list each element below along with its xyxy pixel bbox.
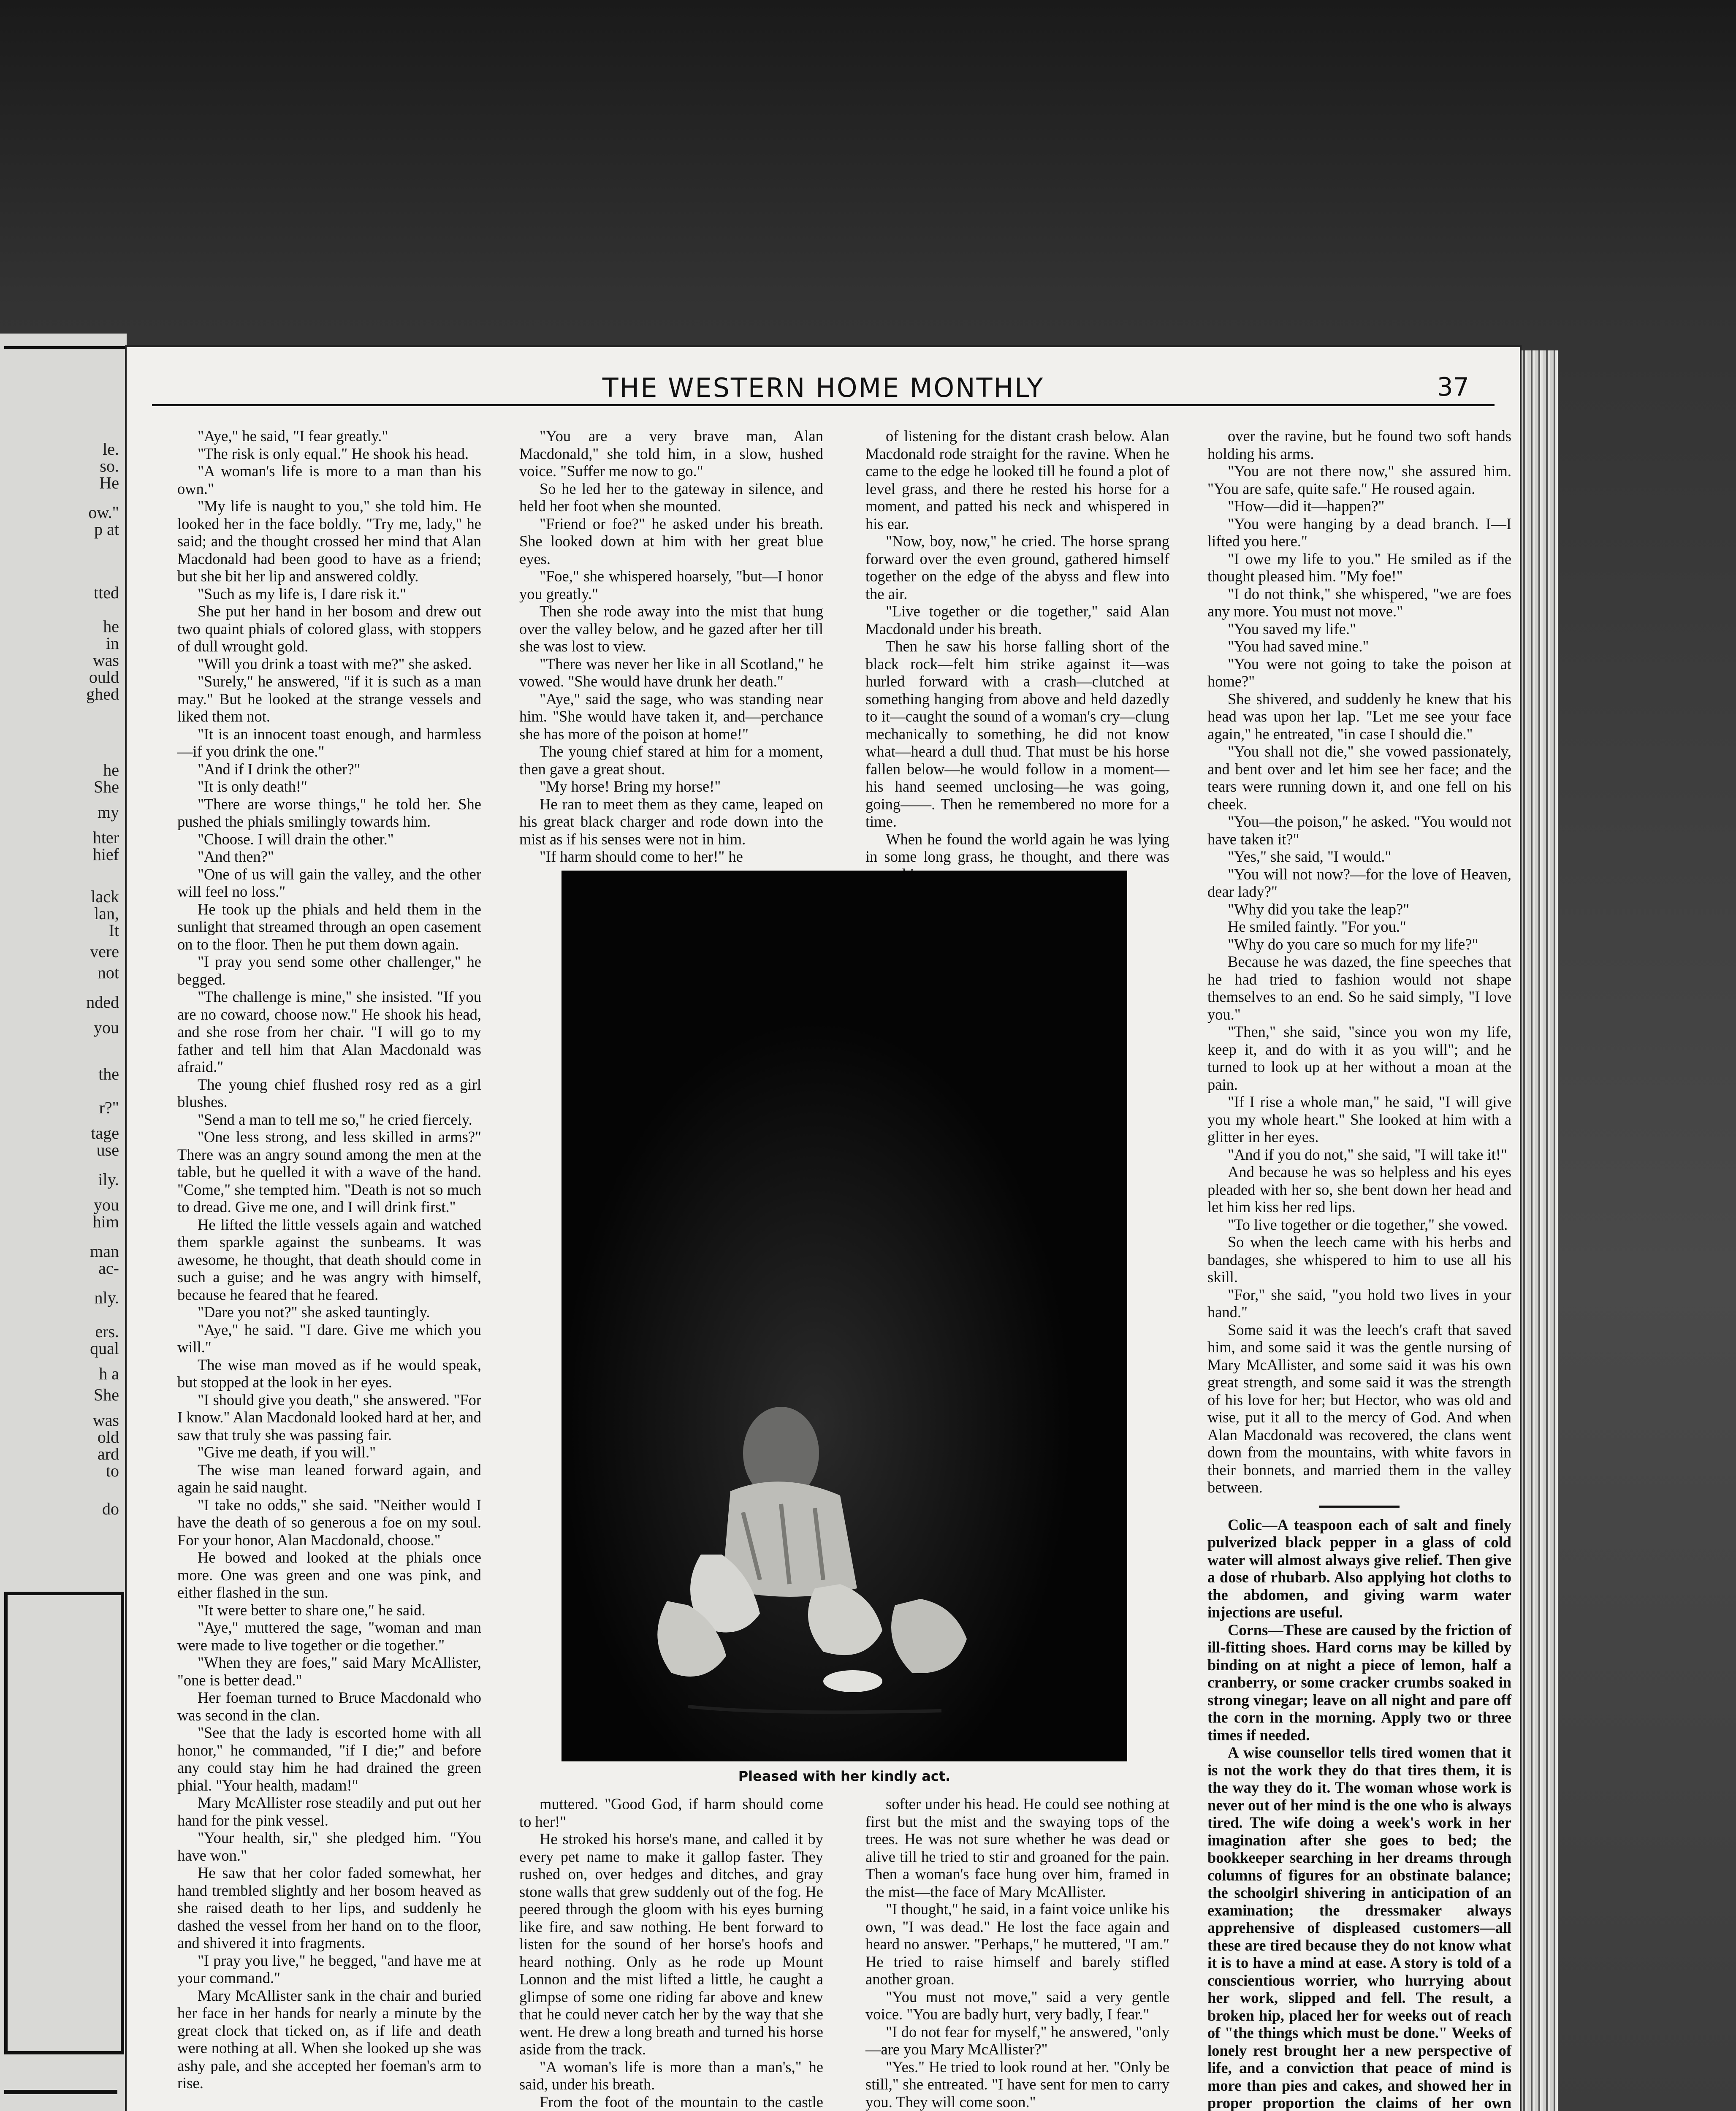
paragraph: "Now, boy, now," he cried. The horse sprang forward over the even ground, gathered himself together on the edge of the abyss and flew into the air.: [865, 532, 1169, 602]
paragraph: And because he was so helpless and his eyes pleaded with her so, she bent down her head and let him kiss her red lips.: [1207, 1163, 1511, 1216]
column-4: [1207, 427, 1511, 2111]
previous-page-word: h a: [99, 1364, 119, 1383]
paragraph: Because he was dazed, the fine speeches that he had tried to fashion would not shape themselves to an end. So he said simply, "I love you.": [1207, 953, 1511, 1023]
paragraph: "It is only death!": [198, 778, 307, 795]
paragraph: of listening for the distant crash below. Alan Macdonald rode straight for the ravine. When he came to the edge he looked till he found a plot of level grass, and there he rested his horse for a moment, and patted his neck and whispered in his ear.: [865, 427, 1169, 532]
paragraph: "Aye," muttered the sage, "woman and man were made to live together or die together.": [177, 1619, 481, 1654]
previous-page-word: he: [103, 617, 119, 636]
previous-page-word: ard: [97, 1444, 119, 1463]
paragraph: "I owe my life to you." He smiled as if the thought pleased him. "My foe!": [1207, 550, 1511, 585]
paragraph: Mary McAllister rose steadily and put out her hand for the pink vessel.: [177, 1794, 481, 1829]
paragraph: "One less strong, and less skilled in arms?" There was an angry sound among the men at the table, but he quelled it with a wave of the hand. "Come," she tempted him. "Death is not so much to dread. Give me one, and I will drink first.": [177, 1128, 481, 1216]
paragraph: "I thought," he said, in a faint voice unlike his own, "I was dead." He lost the face again and heard no answer. "Perhaps," he muttered, "I am." He tried to raise himself and barely stifled another groan.: [865, 1900, 1169, 1988]
paragraph: So when the leech came with his herbs and bandages, she whispered to him to use all his skill.: [1207, 1233, 1511, 1286]
previous-page-word: hter: [92, 828, 119, 847]
illustration-photo: [561, 871, 1127, 1761]
paragraph: "One of us will gain the valley, and the other will feel no loss.": [177, 865, 481, 900]
paragraph: "It is an innocent toast enough, and harmless—if you drink the one.": [177, 725, 481, 760]
paragraph: He smiled faintly. "For you.": [1228, 918, 1406, 935]
previous-page-word: lan,: [94, 904, 119, 923]
paragraph: She put her hand in her bosom and drew out two quaint phials of colored glass, with stoppers of dull wrought gold.: [177, 602, 481, 655]
previous-page-word: She: [94, 777, 119, 796]
paragraph: He ran to meet them as they came, leaped on his great black charger and rode down into the mist as if his senses were not in him.: [519, 795, 823, 848]
previous-page-word: lack: [91, 887, 119, 906]
column-2-top: [519, 427, 823, 865]
paragraph: He bowed and looked at the phials once more. One was green and one was pink, and either flashed in the sun.: [177, 1549, 481, 1601]
paragraph: He took up the phials and held them in the sunlight that streamed through an open casement on to the floor. Then he put them down again.: [177, 900, 481, 953]
paragraph: "And if I drink the other?": [198, 760, 361, 778]
paragraph: "The challenge is mine," she insisted. "If you are no coward, choose now." He shook his head, and she rose from her chair. "I will go to my father and tell him that Alan Macdonald was afraid.": [177, 988, 481, 1075]
paragraph: "Friend or foe?" he asked under his breath. She looked down at him with her great blue eyes.: [519, 515, 823, 567]
household-notes: [1207, 1516, 1511, 2111]
paragraph: The young chief flushed rosy red as a girl blushes.: [177, 1075, 481, 1110]
previous-page-word: he: [103, 760, 119, 779]
paragraph: "Will you drink a toast with me?" she asked.: [198, 655, 472, 673]
paragraph: "I do not think," she whispered, "we are foes any more. You must not move.": [1207, 585, 1511, 620]
column-3-top: [865, 427, 1169, 865]
page-number: 37: [1437, 372, 1469, 402]
paragraph: "You were not going to take the poison at home?": [1207, 655, 1511, 690]
previous-page-word: ers.: [95, 1322, 119, 1341]
child-with-puppies-image: [561, 871, 1127, 1761]
column-1: [177, 427, 481, 2111]
previous-page-word: man: [90, 1242, 119, 1261]
previous-page-word: you: [94, 1018, 119, 1037]
paragraph: "See that the lady is escorted home with all honor," he commanded, "if I die;" and before any could stay him he had drained the green phial. "Your health, madam!": [177, 1724, 481, 1794]
page-header: [127, 372, 1520, 406]
previous-page-word: r?": [99, 1098, 119, 1117]
paragraph: "You had saved mine.": [1228, 638, 1369, 655]
paragraph: softer under his head. He could see nothing at first but the mist and the swaying tops of the trees. He was not sure whether he was dead or alive till he tried to stir and groaned for the pain. Then a woman's face hung over him, framed in the mist—the face of Mary McAllister.: [865, 1795, 1169, 1900]
paragraph: "You saved my life.": [1228, 620, 1356, 638]
previous-page-word: p at: [94, 520, 119, 539]
paragraph: "You were hanging by a dead branch. I—I lifted you here.": [1207, 515, 1511, 550]
paragraph: "There was never her like in all Scotland," he vowed. "She would have drunk her death.": [519, 655, 823, 690]
previous-page-word: my: [97, 803, 119, 822]
previous-page-word: so.: [100, 456, 119, 475]
previous-page-box: [4, 1592, 124, 2054]
paragraph: Mary McAllister sank in the chair and buried her face in her hands for nearly a minute by the great clock that ticked on, as if life and death were nothing at all. When she looked up she was ashy pale, and she accepted her foeman's arm to rise.: [177, 1986, 481, 2092]
previous-page-word: ow.": [88, 503, 119, 522]
paragraph: "For," she said, "you hold two lives in your hand.": [1207, 1286, 1511, 1321]
paragraph: Then she rode away into the mist that hung over the valley below, and he gazed after her till she was lost to view.: [519, 602, 823, 655]
previous-page-word: was: [92, 651, 119, 670]
paragraph: "Surely," he answered, "if it is such as a man may." But he looked at the strange vessels and liked them not.: [177, 673, 481, 725]
masthead-title: THE WESTERN HOME MONTHLY: [602, 372, 1044, 403]
paragraph: When he found the world again he was lying in some long grass, he thought, and there was: [865, 830, 1169, 865]
paragraph: "You are a very brave man, Alan Macdonald," she told him, in a slow, hushed voice. "Suffer me now to go.": [519, 427, 823, 480]
paragraph: The young chief stared at him for a moment, then gave a great shout.: [519, 743, 823, 778]
previous-page-word: was: [92, 1411, 119, 1430]
paragraph: "When they are foes," said Mary McAllister, "one is better dead.": [177, 1654, 481, 1689]
paragraph: So he led her to the gateway in silence, and held her foot when she mounted.: [519, 480, 823, 515]
previous-page-word: ghed: [86, 684, 119, 703]
paragraph: "I do not fear for myself," he answered, "only—are you Mary McAllister?": [865, 2023, 1169, 2058]
paragraph: "Such as my life is, I dare risk it.": [198, 585, 407, 602]
previous-page-word: It: [108, 921, 119, 940]
previous-page-word: not: [97, 963, 119, 982]
paragraph: muttered. "Good God, if harm should come to her!": [519, 1795, 823, 1830]
paragraph: She shivered, and suddenly he knew that his head was upon her lap. "Let me see your face again," he entreated, "in case I should die.": [1207, 690, 1511, 743]
paragraph: "I take no odds," she said. "Neither would I have the death of so generous a foe on my soul. For your honor, Alan Macdonald, choose.": [177, 1496, 481, 1549]
previous-page-word: qual: [90, 1339, 119, 1358]
paragraph: "You are not there now," she assured him. "You are safe, quite safe." He roused again.: [1207, 462, 1511, 497]
paragraph: "How—did it—happen?": [1228, 497, 1385, 515]
previous-page-word: He: [99, 473, 119, 492]
story-conclusion: [1207, 427, 1511, 1496]
paragraph: "Why do you care so much for my life?": [1228, 935, 1478, 953]
previous-page-bar: [4, 2090, 117, 2094]
paragraph: He stroked his horse's mane, and called it by every pet name to make it gallop faster. They rushed on, over hedges and ditches, and gray stone walls that grew suddenly out of the fog. He peered through the gloom with his eyes burning like fire, and saw nothing. He bent forward to listen for the sound of her horse's hoofs and heard nothing. Only as he rode up Mount Lonnon and the mist lifted a little, he caught a glimpse of some one riding far above and knew that he could never catch her by the way that she went. He drew a long breath and turned his horse aside from the track.: [519, 1830, 823, 2058]
paragraph: "My horse! Bring my horse!": [540, 778, 721, 795]
paragraph: A wise counsellor tells tired women that it is not the work they do that tires them, it is the way they do it. The woman whose work is never out of her mind is the one who is always tired. The wife doing a week's work in her imagination after she goes to bed; the bookkeeper searching in her dreams through columns of figures for an obstinate balance; the schoolgirl shivering in anticipation of an examination; the dressmaker always apprehensive of displeased customers—all these are tired because they do not know what it is to have a mind at ease. A story is told of a conscientious worrier, who hurrying about her work, slipped and fell. The result, a broken hip, placed her for weeks out of reach of "the things which must be done." Weeks of lonely rest brought her a new perspective of life, and a conviction that peace of mind is more than pies and cakes, and showed her in proper proportion the claims of her own: [1207, 1744, 1511, 2111]
paragraph: "Send a man to tell me so," he cried fiercely.: [198, 1110, 472, 1128]
previous-page-rule: [4, 346, 127, 349]
paragraph: "You shall not die," she vowed passionately, and bent over and let him see her face; and the tears were running down it, and one fell on his cheek.: [1207, 743, 1511, 813]
paragraph: "You must not move," said a very gentle voice. "You are badly hurt, very badly, I fear.": [865, 1988, 1169, 2023]
paragraph: From the foot of the mountain to the castle: [540, 2093, 823, 2111]
paragraph: "My life is naught to you," she told him. He looked her in the face boldly. "Try me, lady," he said; and the thought crossed her mind that Alan Macdonald had been good to have as a friend; but she bit her lip and answered coldly.: [177, 497, 481, 585]
paragraph: "It were better to share one," he said.: [198, 1601, 426, 1619]
paragraph: "Your health, sir," she pledged him. "You have won.": [177, 1829, 481, 1864]
paragraph: "Choose. I will drain the other.": [198, 830, 394, 848]
paragraph: "You—the poison," he asked. "You would not have taken it?": [1207, 813, 1511, 848]
paragraph: "Dare you not?" she asked tauntingly.: [198, 1303, 430, 1321]
paragraph: "Give me death, if you will.": [198, 1444, 376, 1461]
paragraph: "The risk is only equal." He shook his head.: [198, 445, 469, 462]
paragraph: Then he saw his horse falling short of the black rock—felt him strike against it—was hurled forward with a crash—clutched at something hanging from above and held dazedly to it—caught the sound of a woman's cry—clung mechanically to something, he did not know what—heard a dull thud. That must be his horse fallen below—he would follow in a moment—his hand seemed unclosing—he was going, going——. Then he remembered no more for a time.: [865, 638, 1169, 830]
column-3-bottom: [865, 1795, 1169, 2111]
paragraph: "Live together or die together," said Alan Macdonald under his breath.: [865, 602, 1169, 638]
previous-page-word: le.: [103, 440, 119, 459]
paragraph: Colic—A teaspoon each of salt and finely pulverized black pepper in a glass of cold water will almost always give relief. Then give a dose of rhubarb. Also applying hot cloths to the abdomen, and giving warm water injections are useful.: [1207, 1516, 1511, 1621]
paragraph: "A woman's life is more than a man's," he said, under his breath.: [519, 2058, 823, 2093]
previous-page-word: ould: [89, 667, 119, 686]
paragraph: "There are worse things," he told her. She pushed the phials smilingly towards him.: [177, 795, 481, 830]
paragraph: "Aye," he said. "I dare. Give me which you will.": [177, 1321, 481, 1356]
paragraph: over the ravine, but he found two soft hands holding his arms.: [1207, 427, 1511, 462]
paragraph: "And then?": [198, 848, 274, 865]
section-divider: [1319, 1506, 1400, 1508]
previous-page-word: tage: [91, 1123, 119, 1142]
previous-page-word: do: [102, 1499, 119, 1518]
paragraph: He saw that her color faded somewhat, her hand trembled slightly and her bosom heaved as she raised death to her lips, and suddenly he dashed the vessel from her hand on to the floor, and shivered it into fragments.: [177, 1864, 481, 1951]
paragraph: "I pray you send some other challenger," he begged.: [177, 953, 481, 988]
paragraph: "Then," she said, "since you won my life, keep it, and do with it as you will"; and he turned to look up at her without a moan at the pain.: [1207, 1023, 1511, 1093]
paragraph: He lifted the little vessels again and watched them sparkle against the sunbeams. It was awesome, he thought, that death should come in such a guise; and he was angry with himself, because he feared that he feared.: [177, 1216, 481, 1303]
paragraph: "I should give you death," she answered. "For I know." Alan Macdonald looked hard at her, and saw that truly she was passing fair.: [177, 1391, 481, 1444]
previous-page-word: ac-: [98, 1259, 119, 1278]
previous-page-word: tted: [94, 583, 119, 602]
paragraph: Some said it was the leech's craft that saved him, and some said it was the gentle nursing of Mary McAllister, and some said it was his own great strength, and some said it was the strength of his love for her; but Hector, who was old and wise, put it all to the mercy of God. And when Alan Macdonald was recovered, the clans went down from the mountains, with white favors in their bonnets, and married them in the valley between.: [1207, 1321, 1511, 1496]
paragraph: Her foeman turned to Bruce Macdonald who was second in the clan.: [177, 1689, 481, 1724]
photo-caption: Pleased with her kindly act.: [738, 1768, 951, 1784]
paragraph: "If harm should come to her!" he: [540, 848, 743, 865]
page-stack-edge: [1520, 350, 1558, 2111]
previous-page-word: hief: [92, 845, 119, 864]
paragraph: The wise man leaned forward again, and again he said naught.: [177, 1461, 481, 1496]
column-2-bottom: [519, 1795, 823, 2111]
paragraph: "I pray you live," he begged, "and have me at your command.": [177, 1951, 481, 1986]
paragraph: "Yes." He tried to look round at her. "Only be still," she entreated. "I have sent for men to carry you. They will come soon.": [865, 2058, 1169, 2111]
paragraph: "You will not now?—for the love of Heaven, dear lady?": [1207, 865, 1511, 900]
paragraph: "If I rise a whole man," he said, "I will give you my whole heart." She looked at him with a glitter in her eyes.: [1207, 1093, 1511, 1145]
paragraph: The wise man moved as if he would speak, but stopped at the look in her eyes.: [177, 1356, 481, 1391]
paragraph: "Why did you take the leap?": [1228, 900, 1410, 918]
previous-page-word: to: [106, 1461, 119, 1480]
paragraph: "And if you do not," she said, "I will take it!": [1228, 1145, 1507, 1163]
previous-page-word: use: [96, 1140, 119, 1159]
previous-page-word: in: [106, 634, 119, 653]
previous-page-word: vere: [90, 942, 119, 961]
magazine-page: [127, 347, 1520, 2111]
previous-page-word: you: [94, 1195, 119, 1214]
paragraph: "A woman's life is more to a man than his own.": [177, 462, 481, 497]
paragraph: "To live together or die together," she vowed.: [1228, 1216, 1508, 1233]
paragraph: "Foe," she whispered hoarsely, "but—I honor you greatly.": [519, 567, 823, 602]
previous-page-word: nly.: [94, 1288, 119, 1307]
paragraph: "Aye," he said, "I fear greatly.": [198, 427, 388, 445]
previous-page-word: nded: [86, 993, 119, 1012]
paragraph: "Yes," she said, "I would.": [1228, 848, 1392, 865]
previous-page-word: the: [98, 1064, 119, 1083]
previous-page-fragment: [0, 334, 127, 2111]
previous-page-word: ily.: [98, 1170, 119, 1189]
header-rule: [152, 404, 1495, 406]
previous-page-word: him: [92, 1212, 119, 1231]
previous-page-word: She: [94, 1385, 119, 1404]
previous-page-word: old: [97, 1427, 119, 1446]
paragraph: Corns—These are caused by the friction of ill-fitting shoes. Hard corns may be killed by binding on at night a piece of lemon, half a cranberry, or some cracker crumbs soaked in strong vinegar; leave on all night and pare off the corn in the morning. Apply two or three times if needed.: [1207, 1621, 1511, 1744]
paragraph: "Aye," said the sage, who was standing near him. "She would have taken it, and—perchance she has more of the poison at home!": [519, 690, 823, 743]
